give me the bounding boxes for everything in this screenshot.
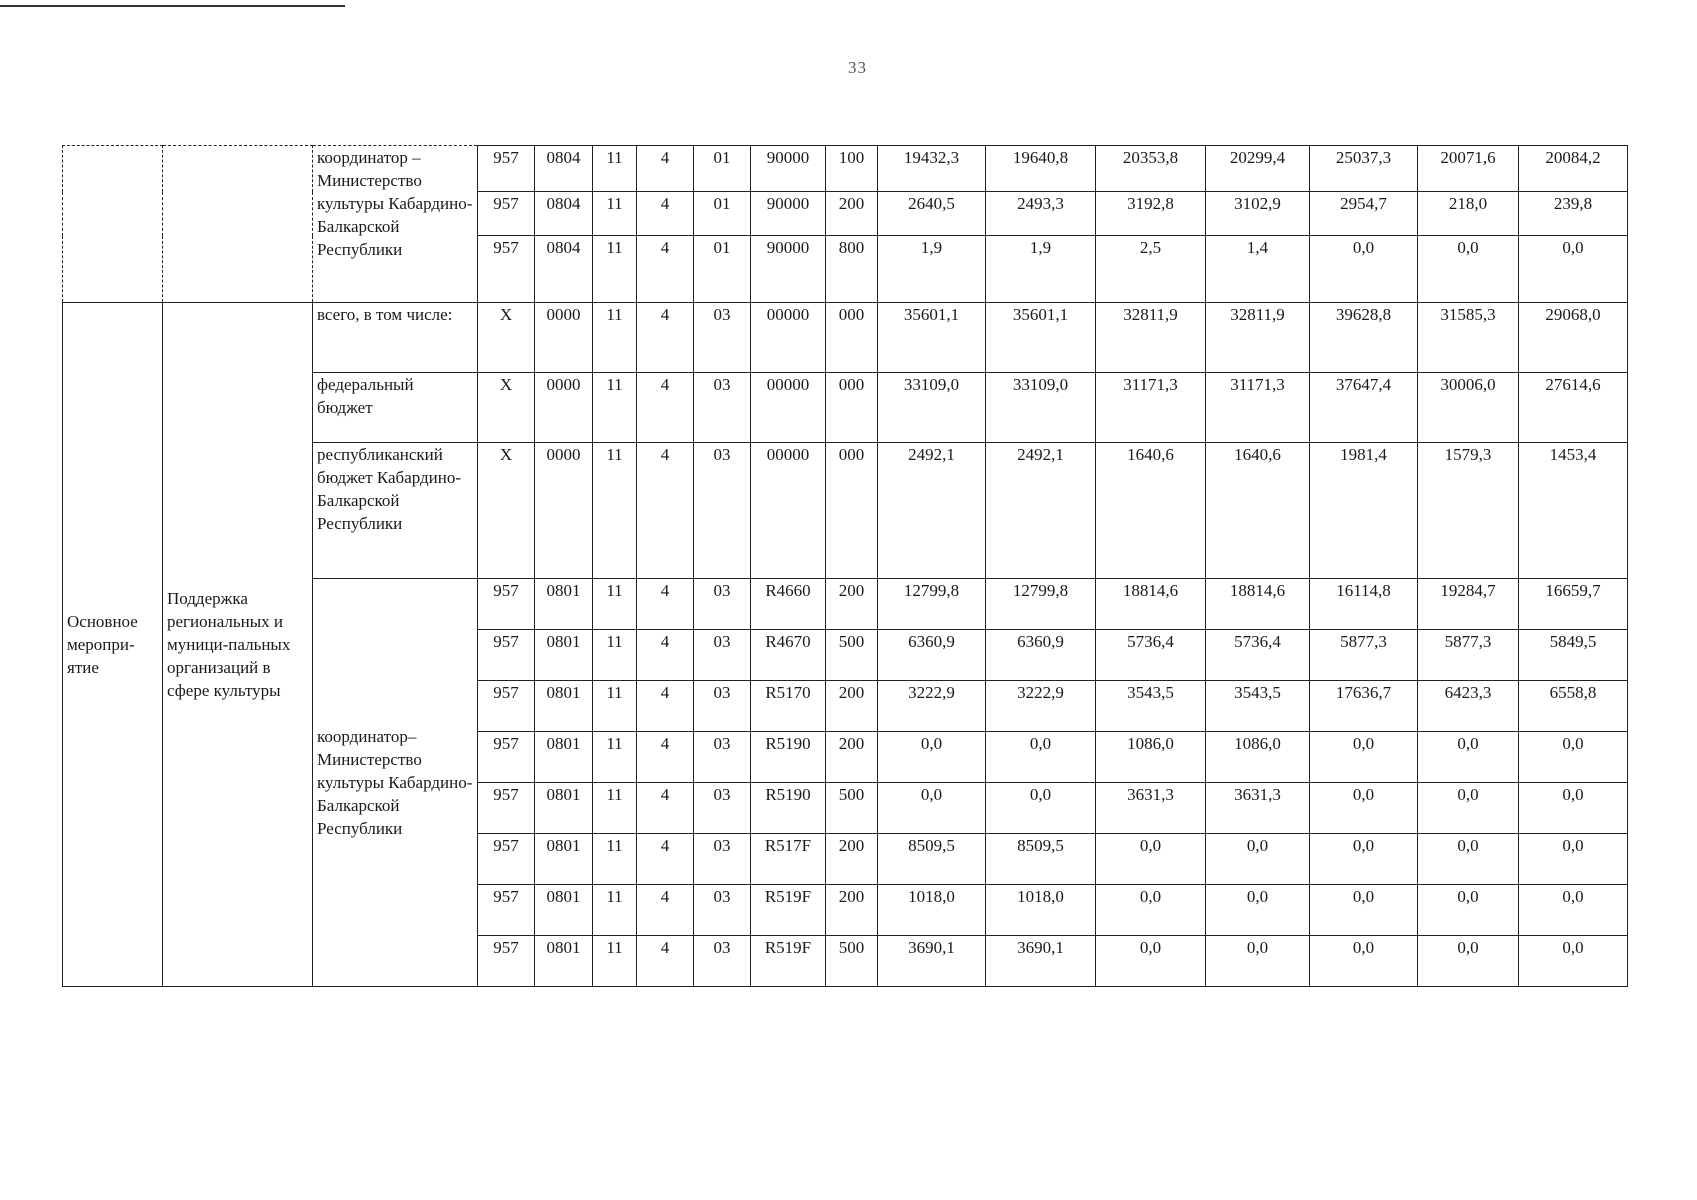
table-cell: 4 [637, 885, 694, 936]
table-cell: 4 [637, 192, 694, 236]
table-cell: 0,0 [1096, 885, 1206, 936]
table-cell: 0,0 [1519, 936, 1628, 987]
table-cell: 18814,6 [1206, 579, 1310, 630]
table-cell: 32811,9 [1206, 303, 1310, 373]
table-cell: 0,0 [1519, 236, 1628, 303]
table-cell: 800 [826, 236, 878, 303]
table-cell: 000 [826, 303, 878, 373]
table-cell: 1,9 [986, 236, 1096, 303]
table-cell: 0,0 [1418, 783, 1519, 834]
table-cell: 0,0 [1206, 834, 1310, 885]
table-cell: 11 [593, 236, 637, 303]
funding-source-label: федеральный бюджет [313, 373, 478, 443]
table-cell: 100 [826, 146, 878, 192]
table-cell: 12799,8 [986, 579, 1096, 630]
table-cell: 3102,9 [1206, 192, 1310, 236]
table-cell: 32811,9 [1096, 303, 1206, 373]
table-cell: 03 [694, 834, 751, 885]
page-number: 33 [848, 58, 867, 77]
table-cell: 03 [694, 373, 751, 443]
table-cell: 19640,8 [986, 146, 1096, 192]
table-cell: 200 [826, 834, 878, 885]
table-cell: 2492,1 [986, 443, 1096, 579]
table-cell: 0,0 [878, 732, 986, 783]
table-cell: 11 [593, 192, 637, 236]
table-cell: 11 [593, 885, 637, 936]
table-cell: 1018,0 [878, 885, 986, 936]
table-cell: 0,0 [1418, 834, 1519, 885]
table-cell: 20071,6 [1418, 146, 1519, 192]
table-cell: 18814,6 [1096, 579, 1206, 630]
table-cell: 4 [637, 834, 694, 885]
table-cell: 957 [478, 885, 535, 936]
table-cell: 4 [637, 936, 694, 987]
table-cell: 1579,3 [1418, 443, 1519, 579]
table-cell: 00000 [751, 373, 826, 443]
table-cell: 90000 [751, 192, 826, 236]
table-cell: 2,5 [1096, 236, 1206, 303]
table-cell: 0,0 [1310, 783, 1418, 834]
table-cell: 0,0 [878, 783, 986, 834]
table-cell: 20299,4 [1206, 146, 1310, 192]
table-cell: 957 [478, 732, 535, 783]
table-cell: 0804 [535, 146, 593, 192]
table-cell: R5190 [751, 783, 826, 834]
funding-source-label: республиканский бюджет Кабардино-Балкарской Республики [313, 443, 478, 579]
table-cell: 00000 [751, 443, 826, 579]
table-cell: 31171,3 [1096, 373, 1206, 443]
table-cell: 1,9 [878, 236, 986, 303]
top-rule [0, 5, 345, 7]
table-cell: 2492,1 [878, 443, 986, 579]
table-cell: 11 [593, 146, 637, 192]
table-cell: 20084,2 [1519, 146, 1628, 192]
table-cell: 6360,9 [878, 630, 986, 681]
name-cell [163, 146, 313, 303]
table-cell: 0801 [535, 885, 593, 936]
table-cell: 200 [826, 681, 878, 732]
table-cell: 957 [478, 630, 535, 681]
table-cell: 0,0 [1519, 732, 1628, 783]
table-cell: 1,4 [1206, 236, 1310, 303]
table-cell: 0000 [535, 373, 593, 443]
table-cell: 35601,1 [986, 303, 1096, 373]
table-cell: 4 [637, 579, 694, 630]
table-cell: R519F [751, 885, 826, 936]
table-cell: 11 [593, 579, 637, 630]
table-cell: 0804 [535, 236, 593, 303]
table-cell: 11 [593, 373, 637, 443]
table-cell: 6558,8 [1519, 681, 1628, 732]
table-cell: 2493,3 [986, 192, 1096, 236]
table-cell: 11 [593, 303, 637, 373]
table-cell: 90000 [751, 146, 826, 192]
table-cell: 1640,6 [1096, 443, 1206, 579]
table-cell: 8509,5 [986, 834, 1096, 885]
table-cell: 01 [694, 146, 751, 192]
table-cell: 0,0 [1418, 885, 1519, 936]
table-cell: 0,0 [1519, 885, 1628, 936]
table-cell: 5849,5 [1519, 630, 1628, 681]
table-cell: 6360,9 [986, 630, 1096, 681]
table-cell: 11 [593, 783, 637, 834]
table-cell: 03 [694, 303, 751, 373]
table-cell: 0,0 [1310, 834, 1418, 885]
measure-name-cell: Поддержка региональных и муници-пальных организаций в сфере культуры [163, 303, 313, 987]
table-cell: 16659,7 [1519, 579, 1628, 630]
table-cell: 31585,3 [1418, 303, 1519, 373]
table-cell: 957 [478, 192, 535, 236]
table-cell: 4 [637, 236, 694, 303]
table-cell: 11 [593, 630, 637, 681]
table-cell: 200 [826, 885, 878, 936]
table-cell: 0801 [535, 834, 593, 885]
table-cell: 16114,8 [1310, 579, 1418, 630]
table-cell: 957 [478, 681, 535, 732]
table-cell: 0,0 [1519, 783, 1628, 834]
table-cell: 0804 [535, 192, 593, 236]
table-cell: R4670 [751, 630, 826, 681]
table-cell: 0,0 [1310, 732, 1418, 783]
table-cell: R519F [751, 936, 826, 987]
table-cell: 000 [826, 373, 878, 443]
table-cell: 0801 [535, 732, 593, 783]
executor-cell: координатор – Министерство культуры Кабардино-Балкарской Республики [313, 146, 478, 303]
table-cell: 3192,8 [1096, 192, 1206, 236]
table-cell: 200 [826, 732, 878, 783]
table-cell: 17636,7 [1310, 681, 1418, 732]
table-cell: 218,0 [1418, 192, 1519, 236]
table-cell: 33109,0 [986, 373, 1096, 443]
table-cell: 01 [694, 192, 751, 236]
table-cell: 25037,3 [1310, 146, 1418, 192]
funding-source-label: всего, в том числе: [313, 303, 478, 373]
table-cell: X [478, 443, 535, 579]
table-cell: 20353,8 [1096, 146, 1206, 192]
table-cell: 3543,5 [1206, 681, 1310, 732]
budget-table-body [63, 146, 1628, 987]
table-cell: 37647,4 [1310, 373, 1418, 443]
table-cell: 03 [694, 936, 751, 987]
table-cell: 0000 [535, 443, 593, 579]
table-cell: 27614,6 [1519, 373, 1628, 443]
table-cell: 957 [478, 783, 535, 834]
table-cell: 200 [826, 579, 878, 630]
table-cell: 00000 [751, 303, 826, 373]
table-cell: 39628,8 [1310, 303, 1418, 373]
table-cell: 3631,3 [1096, 783, 1206, 834]
table-cell: 35601,1 [878, 303, 986, 373]
table-cell: 4 [637, 146, 694, 192]
executor-cell: координатор– Министерство культуры Кабардино-Балкарской Республики [313, 579, 478, 987]
table-cell: 0,0 [1096, 834, 1206, 885]
budget-table [62, 145, 1628, 987]
table-cell: 0,0 [1206, 936, 1310, 987]
table-cell: 1640,6 [1206, 443, 1310, 579]
table-cell: 03 [694, 579, 751, 630]
table-cell: R5170 [751, 681, 826, 732]
table-cell: 239,8 [1519, 192, 1628, 236]
table-cell: 2954,7 [1310, 192, 1418, 236]
status-cell: Основное меропри-ятие [63, 303, 163, 987]
table-cell: 30006,0 [1418, 373, 1519, 443]
table-cell: 0801 [535, 783, 593, 834]
table-cell: 0,0 [1418, 936, 1519, 987]
table-cell: 500 [826, 630, 878, 681]
table-cell: 3690,1 [986, 936, 1096, 987]
table-cell: 500 [826, 783, 878, 834]
table-cell: 1453,4 [1519, 443, 1628, 579]
table-cell: 01 [694, 236, 751, 303]
table-cell: 19284,7 [1418, 579, 1519, 630]
table-cell: 3631,3 [1206, 783, 1310, 834]
table-cell: 5877,3 [1418, 630, 1519, 681]
table-cell: 0801 [535, 681, 593, 732]
table-cell: 11 [593, 732, 637, 783]
table-cell: 0801 [535, 579, 593, 630]
table-cell: 4 [637, 783, 694, 834]
table-cell: 03 [694, 732, 751, 783]
table-cell: 0,0 [1310, 885, 1418, 936]
table-cell: 03 [694, 443, 751, 579]
table-cell: 2640,5 [878, 192, 986, 236]
table-cell: 000 [826, 443, 878, 579]
table-cell: 6423,3 [1418, 681, 1519, 732]
table-cell: X [478, 373, 535, 443]
table-cell: 0,0 [1418, 732, 1519, 783]
table-cell: 0,0 [1206, 885, 1310, 936]
table-cell: 1086,0 [1096, 732, 1206, 783]
table-cell: 957 [478, 146, 535, 192]
table-cell: 1018,0 [986, 885, 1096, 936]
table-cell: 11 [593, 443, 637, 579]
table-cell: 03 [694, 885, 751, 936]
table-cell: 4 [637, 732, 694, 783]
table-cell: 11 [593, 834, 637, 885]
table-cell: 957 [478, 579, 535, 630]
table-cell: R517F [751, 834, 826, 885]
table-cell: 0,0 [986, 732, 1096, 783]
table-cell: 957 [478, 236, 535, 303]
table-cell: 0801 [535, 936, 593, 987]
status-cell [63, 146, 163, 303]
table-cell: 03 [694, 630, 751, 681]
table-cell: 03 [694, 783, 751, 834]
table-cell: 5877,3 [1310, 630, 1418, 681]
table-cell: 0,0 [1310, 236, 1418, 303]
table-cell: 1086,0 [1206, 732, 1310, 783]
table-cell: 0,0 [1096, 936, 1206, 987]
table-cell: R5190 [751, 732, 826, 783]
table-cell: 1981,4 [1310, 443, 1418, 579]
table-cell: 19432,3 [878, 146, 986, 192]
table-cell: 3690,1 [878, 936, 986, 987]
table-cell: 33109,0 [878, 373, 986, 443]
table-cell: 957 [478, 936, 535, 987]
table-cell: 12799,8 [878, 579, 986, 630]
table-cell: 31171,3 [1206, 373, 1310, 443]
table-cell: 3222,9 [878, 681, 986, 732]
table-cell: 0,0 [986, 783, 1096, 834]
table-cell: 90000 [751, 236, 826, 303]
table-cell: 5736,4 [1096, 630, 1206, 681]
table-cell: 5736,4 [1206, 630, 1310, 681]
table-cell: 4 [637, 303, 694, 373]
table-cell: X [478, 303, 535, 373]
table-cell: 957 [478, 834, 535, 885]
table-cell: 4 [637, 443, 694, 579]
table-cell: 4 [637, 681, 694, 732]
table-cell: 4 [637, 373, 694, 443]
table-cell: 4 [637, 630, 694, 681]
table-cell: 0000 [535, 303, 593, 373]
table-cell: 200 [826, 192, 878, 236]
table-row [63, 303, 1628, 373]
table-cell: 8509,5 [878, 834, 986, 885]
table-cell: 29068,0 [1519, 303, 1628, 373]
table-cell: 3543,5 [1096, 681, 1206, 732]
table-cell: 11 [593, 681, 637, 732]
table-cell: R4660 [751, 579, 826, 630]
table-cell: 3222,9 [986, 681, 1096, 732]
table-cell: 500 [826, 936, 878, 987]
table-cell: 0801 [535, 630, 593, 681]
table-cell: 03 [694, 681, 751, 732]
table-cell: 11 [593, 936, 637, 987]
table-cell: 0,0 [1519, 834, 1628, 885]
table-cell: 0,0 [1310, 936, 1418, 987]
table-row [63, 146, 1628, 192]
table-cell: 0,0 [1418, 236, 1519, 303]
